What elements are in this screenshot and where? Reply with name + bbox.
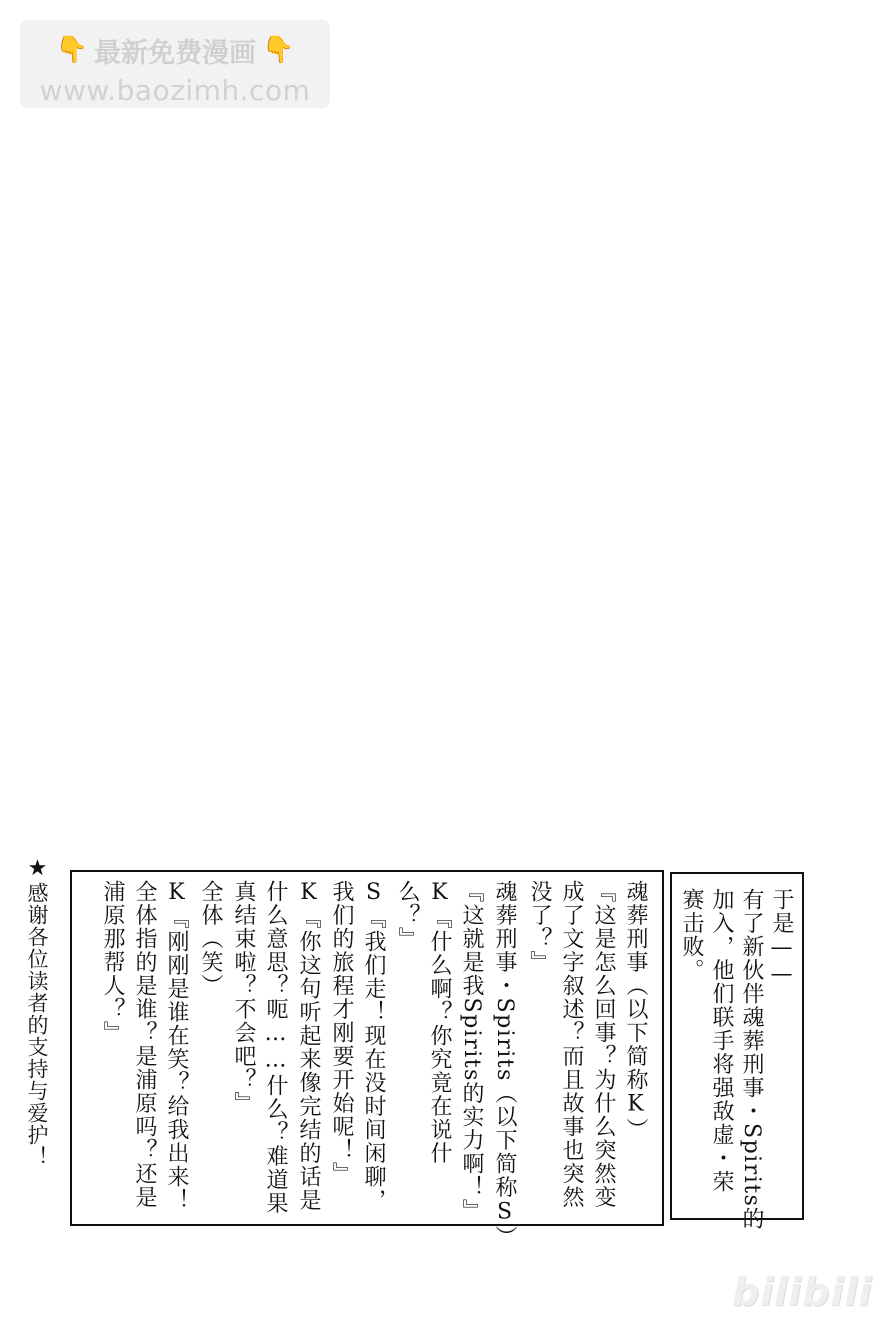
pointing-down-hand-icon: 👇 <box>55 35 88 65</box>
narration-column: 于是—— <box>769 888 794 988</box>
dialogue-column: 魂葬刑事（以下简称K） <box>623 880 648 1142</box>
latin-word: Spirits <box>459 997 484 1082</box>
dialogue-column: 魂葬刑事・Spirits（以下简称S） <box>492 880 517 1250</box>
latin-word: Spirits <box>492 997 517 1082</box>
dialogue-column: K『刚刚是谁在笑？给我出来！ <box>164 880 189 1212</box>
dialogue-box <box>70 870 664 1250</box>
dialogue-column: 全体指的是谁？是浦原吗？还是 <box>132 880 157 1209</box>
star-icon: ★ <box>25 856 50 882</box>
dialogue-column: 『这是怎么回事？为什么突然变 <box>591 880 616 1209</box>
dialogue-column: 没了？』 <box>527 880 552 974</box>
dialogue-column: 么？』 <box>395 880 420 951</box>
dialogue-column: K『什么啊？你究竟在说什 <box>427 880 452 1165</box>
watermark-title-row <box>20 32 330 68</box>
thanks-note <box>22 856 52 1168</box>
dialogue-column: 『这就是我Spirits的实力啊！』 <box>459 880 484 1223</box>
pointing-down-hand-icon: 👇 <box>262 35 295 65</box>
narration-box <box>670 872 804 1231</box>
dialogue-column: 成了文字叙述？而且故事也突然 <box>559 880 584 1209</box>
thanks-text: 感谢各位读者的支持与爱护！ <box>25 882 49 1168</box>
watermark-banner <box>20 20 330 108</box>
dialogue-column: 我们的旅程才刚要开始呢！』 <box>329 880 354 1186</box>
dialogue-column: 浦原那帮人？』 <box>100 880 125 1045</box>
bilibili-logo: bilibili <box>732 1270 873 1314</box>
dialogue-column: 真结束啦？不会吧？』 <box>231 880 256 1115</box>
dialogue-column: S『我们走！现在没时间闲聊， <box>361 880 386 1212</box>
dialogue-column: 什么意思？呃……什么？难道果 <box>263 880 288 1215</box>
watermark-url: www.baozimh.com <box>39 74 311 107</box>
narration-column: 有了新伙伴魂葬刑事・Spirits的 <box>739 888 764 1231</box>
dialogue-column: 全体（笑） <box>198 880 223 998</box>
narration-column: 加入，他们联手将强敌虚・荣 <box>709 888 734 1194</box>
narration-column: 赛击败。 <box>679 888 704 982</box>
latin-word: Spirits <box>739 1123 764 1208</box>
dialogue-column: K『你这句听起来像完结的话是 <box>296 880 321 1212</box>
watermark-title: 最新免费漫画 <box>94 37 256 69</box>
